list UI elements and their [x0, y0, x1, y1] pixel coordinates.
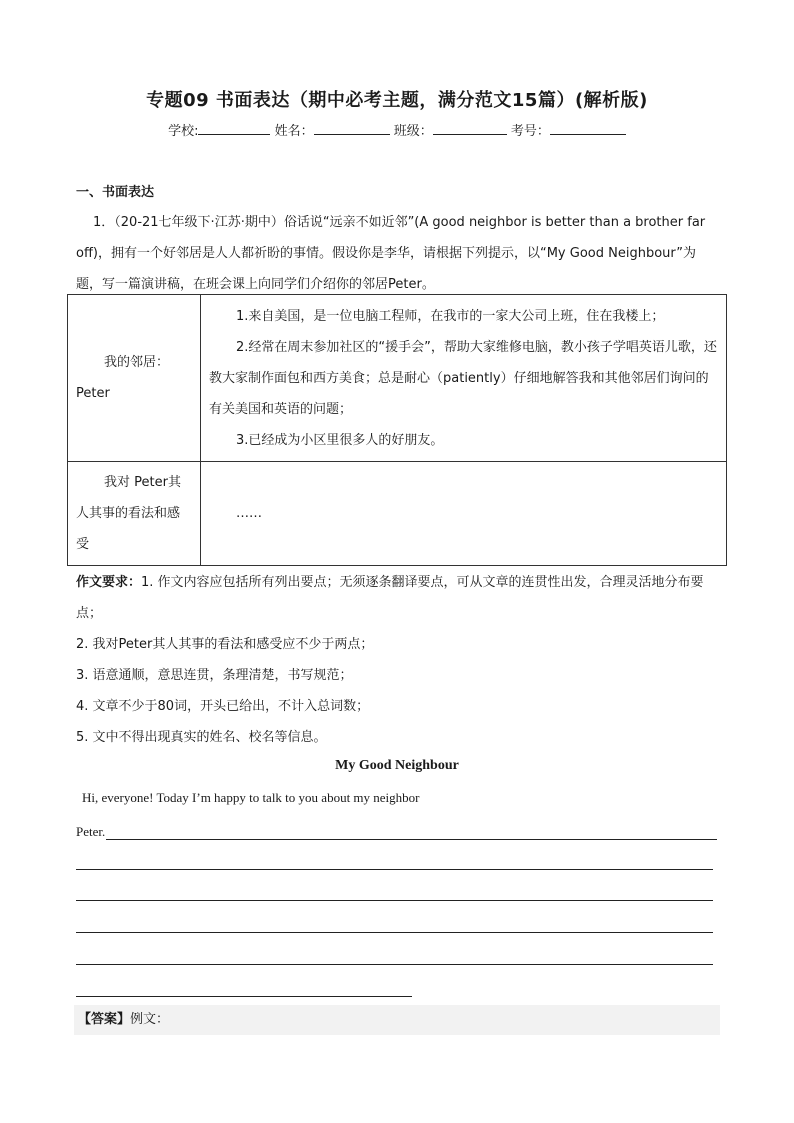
name-blank[interactable]	[314, 122, 390, 135]
point-1: 1.来自美国，是一位电脑工程师，在我市的一家大公司上班，住在我楼上；	[236, 308, 665, 324]
writing-line-last[interactable]	[76, 996, 412, 997]
page-title: 专题09 书面表达（期中必考主题，满分范文15篇）(解析版)	[146, 90, 648, 111]
neighbor-points-cell	[201, 295, 727, 462]
school-blank[interactable]	[198, 122, 270, 135]
peter-prefix: Peter.	[76, 824, 106, 839]
requirement-1: 1. 作文内容应包括所有列出要点；无须逐条翻译要点，可从文章的连贯性出发，合理灵活地分布要点；	[76, 575, 704, 621]
prompt-table	[67, 294, 727, 566]
requirement-4: 4. 文章不少于80词，开头已给出，不计入总词数；	[76, 699, 370, 714]
writing-line[interactable]	[76, 964, 713, 965]
writing-line[interactable]	[76, 932, 713, 933]
opinion-content-cell	[201, 462, 727, 566]
student-info-line	[0, 120, 794, 139]
opinion-label: 我对 Peter其人其事的看法和感受	[76, 475, 181, 552]
essay-opening: Hi, everyone! Today I’m happy to talk to you about my neighbor	[82, 790, 420, 805]
class-label: 班级：	[393, 124, 433, 139]
requirements-heading: 作文要求：	[76, 575, 142, 590]
exam-number-label: 考号：	[510, 124, 550, 139]
name-label: 姓名：	[274, 124, 314, 139]
point-3: 3.已经成为小区里很多人的好朋友。	[236, 432, 444, 448]
class-blank[interactable]	[433, 122, 507, 135]
writing-requirements	[76, 567, 724, 753]
point-2: 2.经常在周末参加社区的“援手会”，帮助大家维修电脑，教小孩子学唱英语儿歌，还教大家制作面包和西方美食；总是耐心（patiently）仔细地解答我和其他邻居们询问的有关美国和英语的问题；	[209, 339, 717, 417]
question-number: 1．	[93, 215, 115, 230]
writing-line-first[interactable]	[76, 824, 717, 840]
question-source: （20-21七年级下·江苏·期中）	[114, 215, 284, 230]
opinion-ellipsis: ……	[236, 506, 262, 521]
neighbor-label: 我的邻居：	[104, 355, 170, 370]
first-line-blank[interactable]	[106, 825, 717, 840]
requirement-5: 5. 文中不得出现真实的姓名、校名等信息。	[76, 730, 327, 745]
neighbor-label-cell	[68, 295, 201, 462]
question-prompt	[76, 207, 720, 300]
answer-label: 【答案】	[78, 1012, 131, 1027]
requirement-3: 3. 语意通顺，意思连贯，条理清楚，书写规范；	[76, 668, 353, 683]
answer-bar	[74, 1005, 720, 1035]
exam-number-blank[interactable]	[550, 122, 626, 135]
requirement-2: 2. 我对Peter其人其事的看法和感受应不少于两点；	[76, 637, 374, 652]
writing-line[interactable]	[76, 869, 713, 870]
neighbor-name: Peter	[76, 386, 110, 401]
section-heading: 一、书面表达	[76, 185, 155, 200]
answer-text: 例文：	[130, 1012, 170, 1027]
school-label: 学校:	[168, 124, 199, 139]
essay-title: My Good Neighbour	[335, 758, 459, 773]
writing-line[interactable]	[76, 900, 713, 901]
opinion-label-cell	[68, 462, 201, 566]
question-text: 俗话说“远亲不如近邻”(A good neighbor is better than a brother far off)，拥有一个好邻居是人人都祈盼的事情。假设你是李华，请根据下列提示，以“My Good Neighbour”为题，写一篇演讲稿，在班会课上向同学们介绍你的邻居Peter。	[76, 215, 706, 292]
